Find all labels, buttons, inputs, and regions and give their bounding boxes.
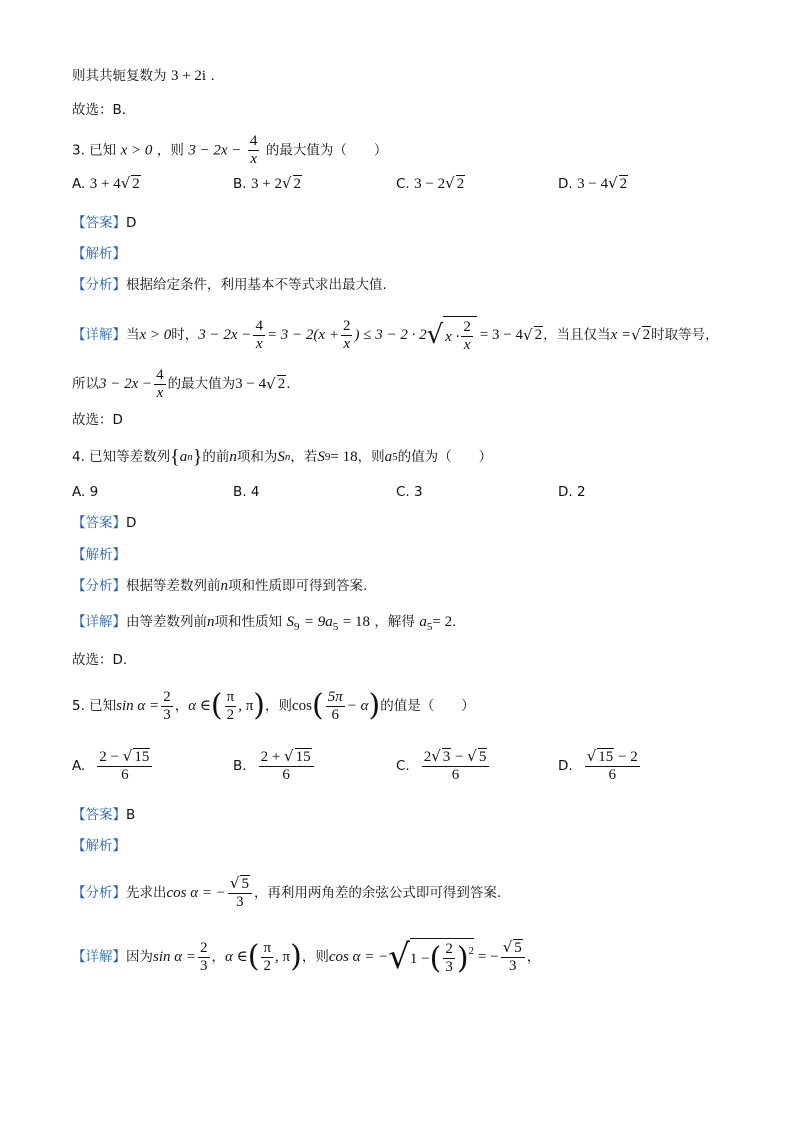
q4-stem-f: 的值为（ ） [397,449,493,465]
q4-stem-d: ，若 [290,449,318,465]
fenxi-tag: 【分析】 [72,578,126,594]
q3-stem-b: ，则 [156,142,184,159]
q3-xj-frac3 [461,319,473,354]
q5-xj-frac-num: 2 [200,939,208,956]
q5-analysis-tag: 【解析】 [72,838,126,854]
q3-xj-d: 时取等号， [651,327,719,343]
q4-xj-n: n [207,614,215,630]
q5-option-c [396,748,491,784]
q5-d-mid: − 2 [618,749,638,765]
q3-xj-frac1 [253,318,265,353]
q5-fenxi-eq: cos α = − [166,885,226,901]
q4-option-a: A. 9 [72,484,99,500]
q5-option-c-label: C. [396,758,410,774]
q5-xj-sin: sin α = [153,949,197,965]
radical-sign: √ [608,174,618,192]
paren-close: ) [253,688,266,723]
q5-xj-a: 因为 [126,949,153,965]
q4-xiangjie [72,612,456,637]
q5-option-d-label: D. [558,758,573,774]
q3-xj-eq: x = [610,327,632,343]
q4-analysis-tag: 【解析】 [72,547,126,563]
q5-5pi-den: 6 [331,706,339,723]
q4-stem-b: 的前 [202,449,230,465]
q5-minus-alpha: − α [346,698,369,714]
q5-c-rad2: 5 [478,749,487,765]
q5-a-rad: 15 [134,749,150,765]
q4-option-d: D. 2 [558,484,586,500]
q3-xj-e5: = 3 − 4 [479,327,523,343]
radical-sign: √ [467,747,477,765]
q4-seq: a [179,449,188,465]
q3-xj-e4: x · [445,328,460,345]
answer-tag: 【答案】 [72,215,126,231]
brace-open: { [170,446,180,468]
q4-xj-end: . [452,614,457,630]
q4-xj-b: 项和性质知 [214,614,282,630]
q5-fenxi [72,872,501,914]
q5-xj-inner-num: 2 [445,941,453,957]
q5-option-a [72,748,154,784]
q3-option-d-label: D. [558,176,573,192]
q5-sin: sin α = [116,698,160,714]
q3-xj-c: ，当且仅当 [543,327,611,343]
q4-fenxi-a: 根据等差数列前 [126,578,221,594]
q5-frac-den: 3 [163,706,171,723]
q5-xj-pi-num: π [263,939,272,956]
q4-choose: 故选：D. [72,652,128,668]
q5-fenxi-rad: 5 [241,876,249,892]
q3-so [72,364,290,404]
q4-cond: S [317,449,325,465]
q3-xj-frac2-den: x [343,335,351,352]
q5-xj-one: 1 − [409,950,430,967]
conjugate-end: . [210,68,215,84]
q5-a-pre: 2 − [99,749,120,765]
q3-option-a [72,173,141,194]
q4-answer-value: D [126,515,137,531]
q5-xj-den2: 3 [509,958,517,974]
q3-so-frac-den: x [156,384,164,401]
answer-tag: 【答案】 [72,807,126,823]
q3-so-frac [154,367,166,402]
q5-5pi-num: 5π [327,688,343,705]
q3-xj-frac1-num: 4 [255,317,263,334]
q3-option-b-label: B. [233,176,247,192]
q5-option-b-label: B. [233,758,247,774]
q5-pi-den: 2 [226,706,235,723]
q5-pi2: , π [238,698,254,714]
q3-fenxi-text: 根据给定条件，利用基本不等式求出最大值. [126,277,387,293]
q4-stem-a: 4. 已知等差数列 [72,449,171,465]
q5-b-den: 6 [282,767,290,783]
q5-xj-inner-frac [443,941,455,976]
q3-so-b: 的最大值为 [167,376,236,392]
paren-close: ) [368,688,381,723]
q4-options [72,482,752,504]
q4-S: S [277,449,285,465]
q4-fenxi [72,576,367,596]
q3-answer [72,213,136,233]
q3-xj-eq-rad: 2 [642,327,651,343]
q3-xj-e2: = 3 − 2(x + [266,327,339,343]
q5-answer [72,805,135,825]
fenxi-tag: 【分析】 [72,277,126,293]
q4-fenxi-b: 项和性质即可得到答案. [228,578,368,594]
q5-pi-num: π [226,688,235,705]
q4-a5-sub: 5 [392,451,398,463]
q4-xj-eq3: = 18 [342,614,370,630]
q5-5pi-frac [326,689,345,724]
paren-close: ) [290,939,302,974]
q5-a-den: 6 [121,767,129,783]
q5-xj-inner-den: 3 [445,959,453,975]
q5-option-b-frac [259,748,314,784]
q3-options [72,173,752,195]
radical-sign: √ [586,747,597,765]
brace-close: } [192,446,203,468]
q5-option-d [558,748,642,784]
q3-xj-b: 时， [171,327,199,343]
q3-xj-frac2 [341,318,353,353]
q3-so-v: 3 − 4 [235,376,267,392]
q3-analysis-tag: 【解析】 [72,246,126,262]
q3-stem [72,133,387,168]
q5-c-rad: 3 [442,749,451,765]
q4-xj-c: ，解得 [374,614,415,630]
q3-option-b [233,173,302,194]
q5-fenxi-den: 3 [236,894,244,910]
q5-stem-c: 的值是（ ） [380,698,475,714]
q5-b-rad: 15 [295,749,311,765]
q4-xj-res: a [419,614,427,630]
q3-option-a-label: A. [72,176,86,192]
q3-xj-frac3-num: 2 [463,319,471,335]
q5-d-rad: 15 [598,749,614,765]
q3-option-a-rad: 2 [132,176,140,192]
q3-stem-c: 的最大值为（ ） [265,142,388,159]
radical-sign: √ [284,747,294,765]
q4-xj-res-sub: 5 [426,620,433,633]
q5-xj-frac-den: 3 [200,957,208,974]
q4-xj-eq1: S [286,614,294,630]
q4-S-sub: n [284,451,291,463]
paren-open: ( [312,688,324,723]
q5-xj-cos: cos α = − [328,949,389,965]
q3-frac-den: x [250,151,257,167]
q3-xj-rad: 2 [534,327,543,343]
q5-xj-end: ， [526,949,541,965]
q3-xj-frac3-den: x [463,337,471,353]
radical-sign: √ [281,174,292,192]
q5-xj-pi-den: 2 [263,957,271,974]
q3-option-c-label: C. [396,176,410,192]
q3-xj-frac1-den: x [255,335,263,352]
paren-open: ( [210,688,223,723]
q5-xj-frac [198,940,210,975]
q5-xj-sqrt [410,938,474,976]
xiangjie-tag: 【详解】 [72,614,126,630]
q3-so-frac-num: 4 [156,366,164,383]
q3-xj-e3: ) ≤ 3 − 2 · 2 [354,327,427,343]
q3-xj-frac2-num: 2 [342,317,351,334]
xiangjie-tag: 【详解】 [72,949,126,965]
q3-option-d-rad: 2 [619,176,628,192]
radical-sign: √ [120,174,131,192]
conjugate-value: 3 + 2i [170,68,207,84]
q3-fraction [248,133,260,168]
choose-b-line: 故选：B. [72,102,127,118]
paren-open: ( [247,939,260,974]
q5-xj-res-frac [501,939,525,975]
q5-pi-frac [225,689,237,724]
q5-option-a-frac [97,748,152,784]
q3-option-c [396,173,465,194]
conjugate-text: 则其共轭复数为 [72,68,167,84]
q3-stem-a: 3. 已知 [72,142,117,159]
q3-xj-sqrt [443,316,477,354]
radical-sign: √ [266,375,276,393]
q3-option-b-rad: 2 [293,176,302,192]
fenxi-tag: 【分析】 [72,885,126,901]
q4-xj-res-val: = 2 [432,614,453,630]
q3-xj-a: 当 [126,327,140,343]
q5-comma: ， [174,698,189,714]
q4-option-c: C. 3 [396,484,423,500]
radical-sign: √ [445,174,455,192]
q5-xiangjie [72,932,540,982]
q5-xj-sq: 2 [468,945,475,957]
q4-option-b: B. 4 [233,484,260,500]
q5-fenxi-frac [228,875,252,911]
q4-stem-c: 项和为 [236,449,278,465]
radical-sign: √ [426,320,444,350]
q5-xj-pi2: , π [275,949,291,965]
q3-option-b-pre: 3 + 2 [251,176,282,192]
q4-xj-eq2: = 9a [303,614,333,630]
conjugate-line [72,66,215,86]
q3-fenxi [72,275,387,295]
paren-close: ) [456,940,469,976]
q5-option-d-frac [585,748,640,784]
answer-tag: 【答案】 [72,515,126,531]
q4-fenxi-n: n [220,578,228,594]
q5-xj-rad: 5 [514,940,522,956]
q4-cond-sub: 9 [324,451,331,463]
q3-choose: 故选：D [72,412,123,428]
xiangjie-tag: 【详解】 [72,327,126,343]
q5-options [72,748,752,790]
q3-xj-e1: 3 − 2x − [198,327,252,343]
q5-fenxi-b: ，再利用两角差的余弦公式即可得到答案. [253,885,502,901]
q5-xj-b: ，则 [301,949,329,965]
q5-answer-value: B [126,807,136,823]
radical-sign: √ [523,326,533,344]
radical-sign: √ [388,937,410,977]
q5-d-den: 6 [608,767,616,783]
q5-c-pre: 2 [423,749,432,765]
radical-sign: √ [229,874,240,892]
q5-stem [72,684,475,728]
q4-n: n [229,449,237,465]
paren-open: ( [429,940,442,976]
q4-stem [72,445,492,469]
q3-frac-num: 4 [249,133,258,149]
q5-option-b [233,748,316,784]
radical-sign: √ [122,747,133,765]
q5-stem-b: ，则 [265,698,293,714]
q3-so-end: . [286,376,291,392]
q3-xj-cond: x > 0 [139,327,172,343]
radical-sign: √ [431,747,441,765]
q5-xj-eq: = − [478,949,499,965]
q5-alpha-in: α ∈ [188,698,211,714]
q3-option-d [558,173,628,194]
q5-xj-pi-frac [261,940,273,975]
q3-so-rad: 2 [277,376,286,392]
q3-cond: x > 0 [120,142,153,159]
q3-option-d-pre: 3 − 4 [577,176,609,192]
q4-xj-a: 由等差数列前 [126,614,207,630]
q3-so-e: 3 − 2x − [99,376,153,392]
radical-sign: √ [502,938,513,956]
q3-option-c-pre: 3 − 2 [414,176,446,192]
q3-so-a: 所以 [72,376,99,392]
q5-fenxi-a: 先求出 [126,885,167,901]
q3-expr-pre: 3 − 2x − [188,142,242,159]
q5-stem-a: 5. 已知 [72,698,117,714]
q5-b-pre: 2 + [260,749,281,765]
q5-xj-in: α ∈ [225,949,248,965]
q3-answer-value: D [126,215,137,231]
q5-xj-comma: ， [211,949,226,965]
radical-sign: √ [631,326,641,344]
q5-cos: cos [292,698,313,714]
q5-frac-num: 2 [163,688,171,705]
q3-option-c-rad: 2 [456,176,465,192]
q3-xiangjie [72,313,719,357]
q5-option-a-label: A. [72,758,86,774]
q5-frac [161,689,173,724]
q5-option-c-frac [422,748,490,784]
q4-xj-eq1-sub: 9 [293,620,300,633]
q4-stem-e: ，则 [357,449,385,465]
q4-xj-eq2-sub: 5 [332,620,339,633]
q4-seq-sub: n [187,451,193,463]
q4-cond-val: = 18 [330,449,358,465]
q5-c-den: 6 [451,767,460,783]
q4-a5: a [384,449,393,465]
q4-answer [72,513,136,533]
q5-c-mid: − [455,749,464,765]
q3-option-a-pre: 3 + 4 [89,176,121,192]
